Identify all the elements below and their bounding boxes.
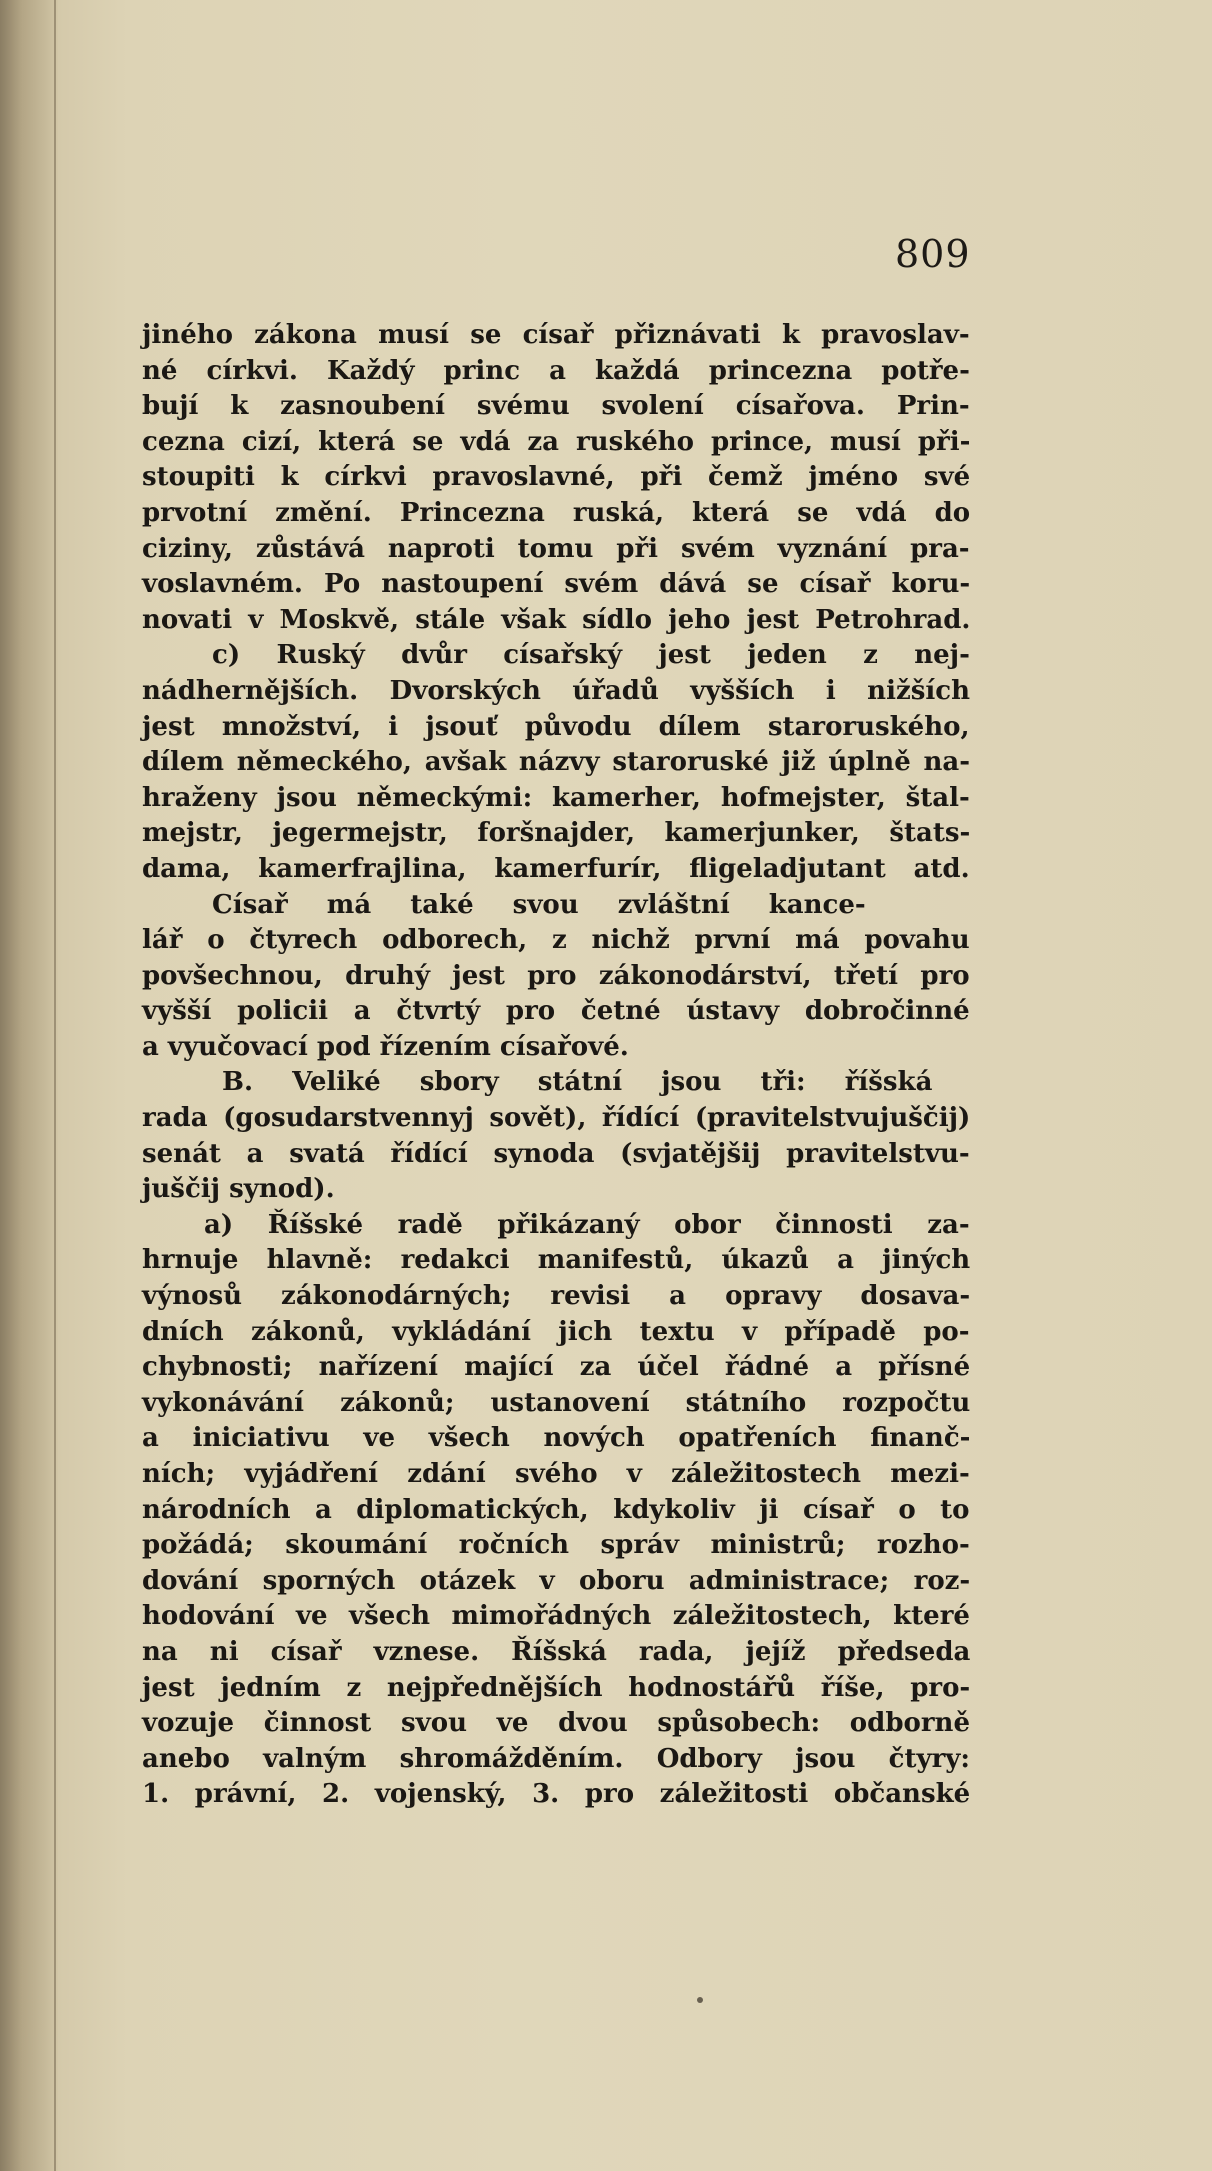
text-line-37: [142, 1599, 970, 1635]
line-text: mejstr, jegermejstr, foršnajder, kamerjunker, štats-: [142, 818, 971, 849]
text-line-19: [142, 959, 970, 995]
text-line-6: [142, 496, 970, 532]
line-text: B. Veliké sbory státní jsou tři: říšská: [222, 1067, 933, 1098]
text-line-3: [142, 389, 970, 425]
text-line-1: [142, 318, 970, 354]
text-line-34: [142, 1493, 970, 1529]
text-line-16: [142, 852, 970, 888]
text-line-18: [142, 923, 970, 959]
line-text: jiného zákona musí se císař přiznávati k pravoslav-: [142, 320, 970, 350]
text-line-29: [142, 1315, 970, 1351]
line-text: výnosů zákonodárných; revisi a opravy dosava-: [142, 1281, 971, 1312]
line-text: cezna cizí, která se vdá za ruského prince, musí při-: [142, 426, 971, 457]
line-text: národních a diplomatických, kdykoliv ji císař o to: [142, 1494, 970, 1525]
text-line-10: [142, 638, 970, 674]
text-line-5: [142, 460, 970, 496]
line-text: ních; vyjádření zdání svého v záležitostech mezi-: [142, 1459, 970, 1489]
line-text: a vyučovací pod řízením císařové.: [142, 1031, 629, 1062]
book-spine-shadow: [0, 0, 62, 2171]
text-line-8: [142, 567, 970, 603]
line-text: novati v Moskvě, stále však sídlo jeho jest Petrohrad.: [142, 604, 971, 635]
line-text: vyšší policii a čtvrtý pro četné ústavy dobročinné: [142, 996, 970, 1027]
text-line-9: [142, 603, 970, 639]
line-text: vozuje činnost svou ve dvou spůsobech: odborně: [142, 1708, 970, 1739]
text-line-17: [142, 888, 970, 924]
line-text: na ni císař vznese. Říšská rada, jejíž předseda: [142, 1636, 971, 1667]
text-line-38: [142, 1635, 970, 1671]
text-line-21: [142, 1030, 970, 1066]
line-text: dování sporných otázek v oboru administrace; roz-: [142, 1565, 971, 1596]
line-text: nádhernějších. Dvorských úřadů vyšších i nižších: [142, 675, 970, 706]
line-text: vykonávání zákonů; ustanovení státního rozpočtu: [142, 1387, 971, 1418]
line-text: anebo valným shromážděním. Odbory jsou čtyry:: [142, 1743, 970, 1774]
text-line-27: [142, 1243, 970, 1279]
text-line-14: [142, 781, 970, 817]
text-line-31: [142, 1386, 970, 1422]
line-text: a iniciativu ve všech nových opatřeních finanč-: [142, 1423, 971, 1454]
gutter-edge: [54, 0, 56, 2171]
text-line-40: [142, 1706, 970, 1742]
text-line-4: [142, 425, 970, 461]
text-line-33: [142, 1457, 970, 1493]
line-text: rada (gosudarstvennyj sovět), řídící (pravitelstvujuščij): [142, 1103, 971, 1134]
text-line-11: [142, 674, 970, 710]
text-line-22: [142, 1065, 970, 1101]
line-text: jest jedním z nejpřednějších hodnostářů říše, pro-: [142, 1672, 971, 1703]
body-text: [142, 318, 970, 1813]
text-line-23: [142, 1101, 970, 1137]
line-text: dama, kamerfrajlina, kamerfurír, fligeladjutant atd.: [142, 853, 970, 884]
text-line-15: [142, 816, 970, 852]
text-line-30: [142, 1350, 970, 1386]
line-text: hodování ve všech mimořádných záležitostech, které: [142, 1601, 970, 1632]
line-text: senát a svatá řídící synoda (svjatějšij pravitelstvu-: [142, 1138, 970, 1169]
text-line-36: [142, 1564, 970, 1600]
text-line-12: [142, 710, 970, 746]
line-text: dních zákonů, vykládání jich textu v případě po-: [142, 1316, 970, 1347]
line-text: hraženy jsou německými: kamerher, hofmejster, štal-: [142, 782, 970, 813]
line-text: bují k zasnoubení svému svolení císařova. Prin-: [142, 391, 970, 422]
text-line-2: [142, 354, 970, 390]
line-text: prvotní změní. Princezna ruská, která se vdá do: [142, 497, 971, 528]
text-line-7: [142, 532, 970, 568]
line-text: ciziny, zůstává naproti tomu při svém vyznání pra-: [142, 533, 970, 564]
page-number: 809: [895, 232, 971, 276]
line-text: hrnuje hlavně: redakci manifestů, úkazů a jiných: [142, 1245, 971, 1276]
line-text: juščij synod).: [142, 1174, 335, 1205]
text-line-35: [142, 1528, 970, 1564]
line-text: né církvi. Každý princ a každá princezna potře-: [142, 355, 970, 386]
text-line-41: [142, 1742, 970, 1778]
line-text: dílem německého, avšak názvy staroruské již úplně na-: [142, 747, 971, 778]
line-text: a) Říšské radě přikázaný obor činnosti za-: [204, 1209, 970, 1240]
line-text: stoupiti k církvi pravoslavné, při čemž jméno své: [142, 462, 971, 493]
line-text: povšechnou, druhý jest pro zákonodárství, třetí pro: [142, 960, 970, 991]
text-line-24: [142, 1137, 970, 1173]
text-line-42: [142, 1777, 970, 1813]
line-text: c) Ruský dvůr císařský jest jeden z nej-: [212, 640, 970, 671]
ink-speck: [697, 1997, 703, 2003]
line-text: jest množství, i jsouť původu dílem staroruského,: [142, 711, 970, 742]
line-text: Císař má také svou zvláštní kance-: [212, 889, 866, 920]
line-text: voslavném. Po nastoupení svém dává se císař koru-: [142, 569, 971, 600]
text-line-28: [142, 1279, 970, 1315]
text-line-39: [142, 1671, 970, 1707]
line-text: požádá; skoumání ročních správ ministrů; rozho-: [142, 1530, 970, 1561]
line-text: chybnosti; nařízení mající za účel řádné a přísné: [142, 1352, 971, 1383]
text-line-32: [142, 1421, 970, 1457]
line-text: 1. právní, 2. vojenský, 3. pro záležitosti občanské: [142, 1779, 971, 1810]
text-line-25: [142, 1172, 970, 1208]
text-line-13: [142, 745, 970, 781]
text-line-26: [142, 1208, 970, 1244]
text-line-20: [142, 994, 970, 1030]
line-text: lář o čtyrech odborech, z nichž první má povahu: [142, 925, 970, 956]
